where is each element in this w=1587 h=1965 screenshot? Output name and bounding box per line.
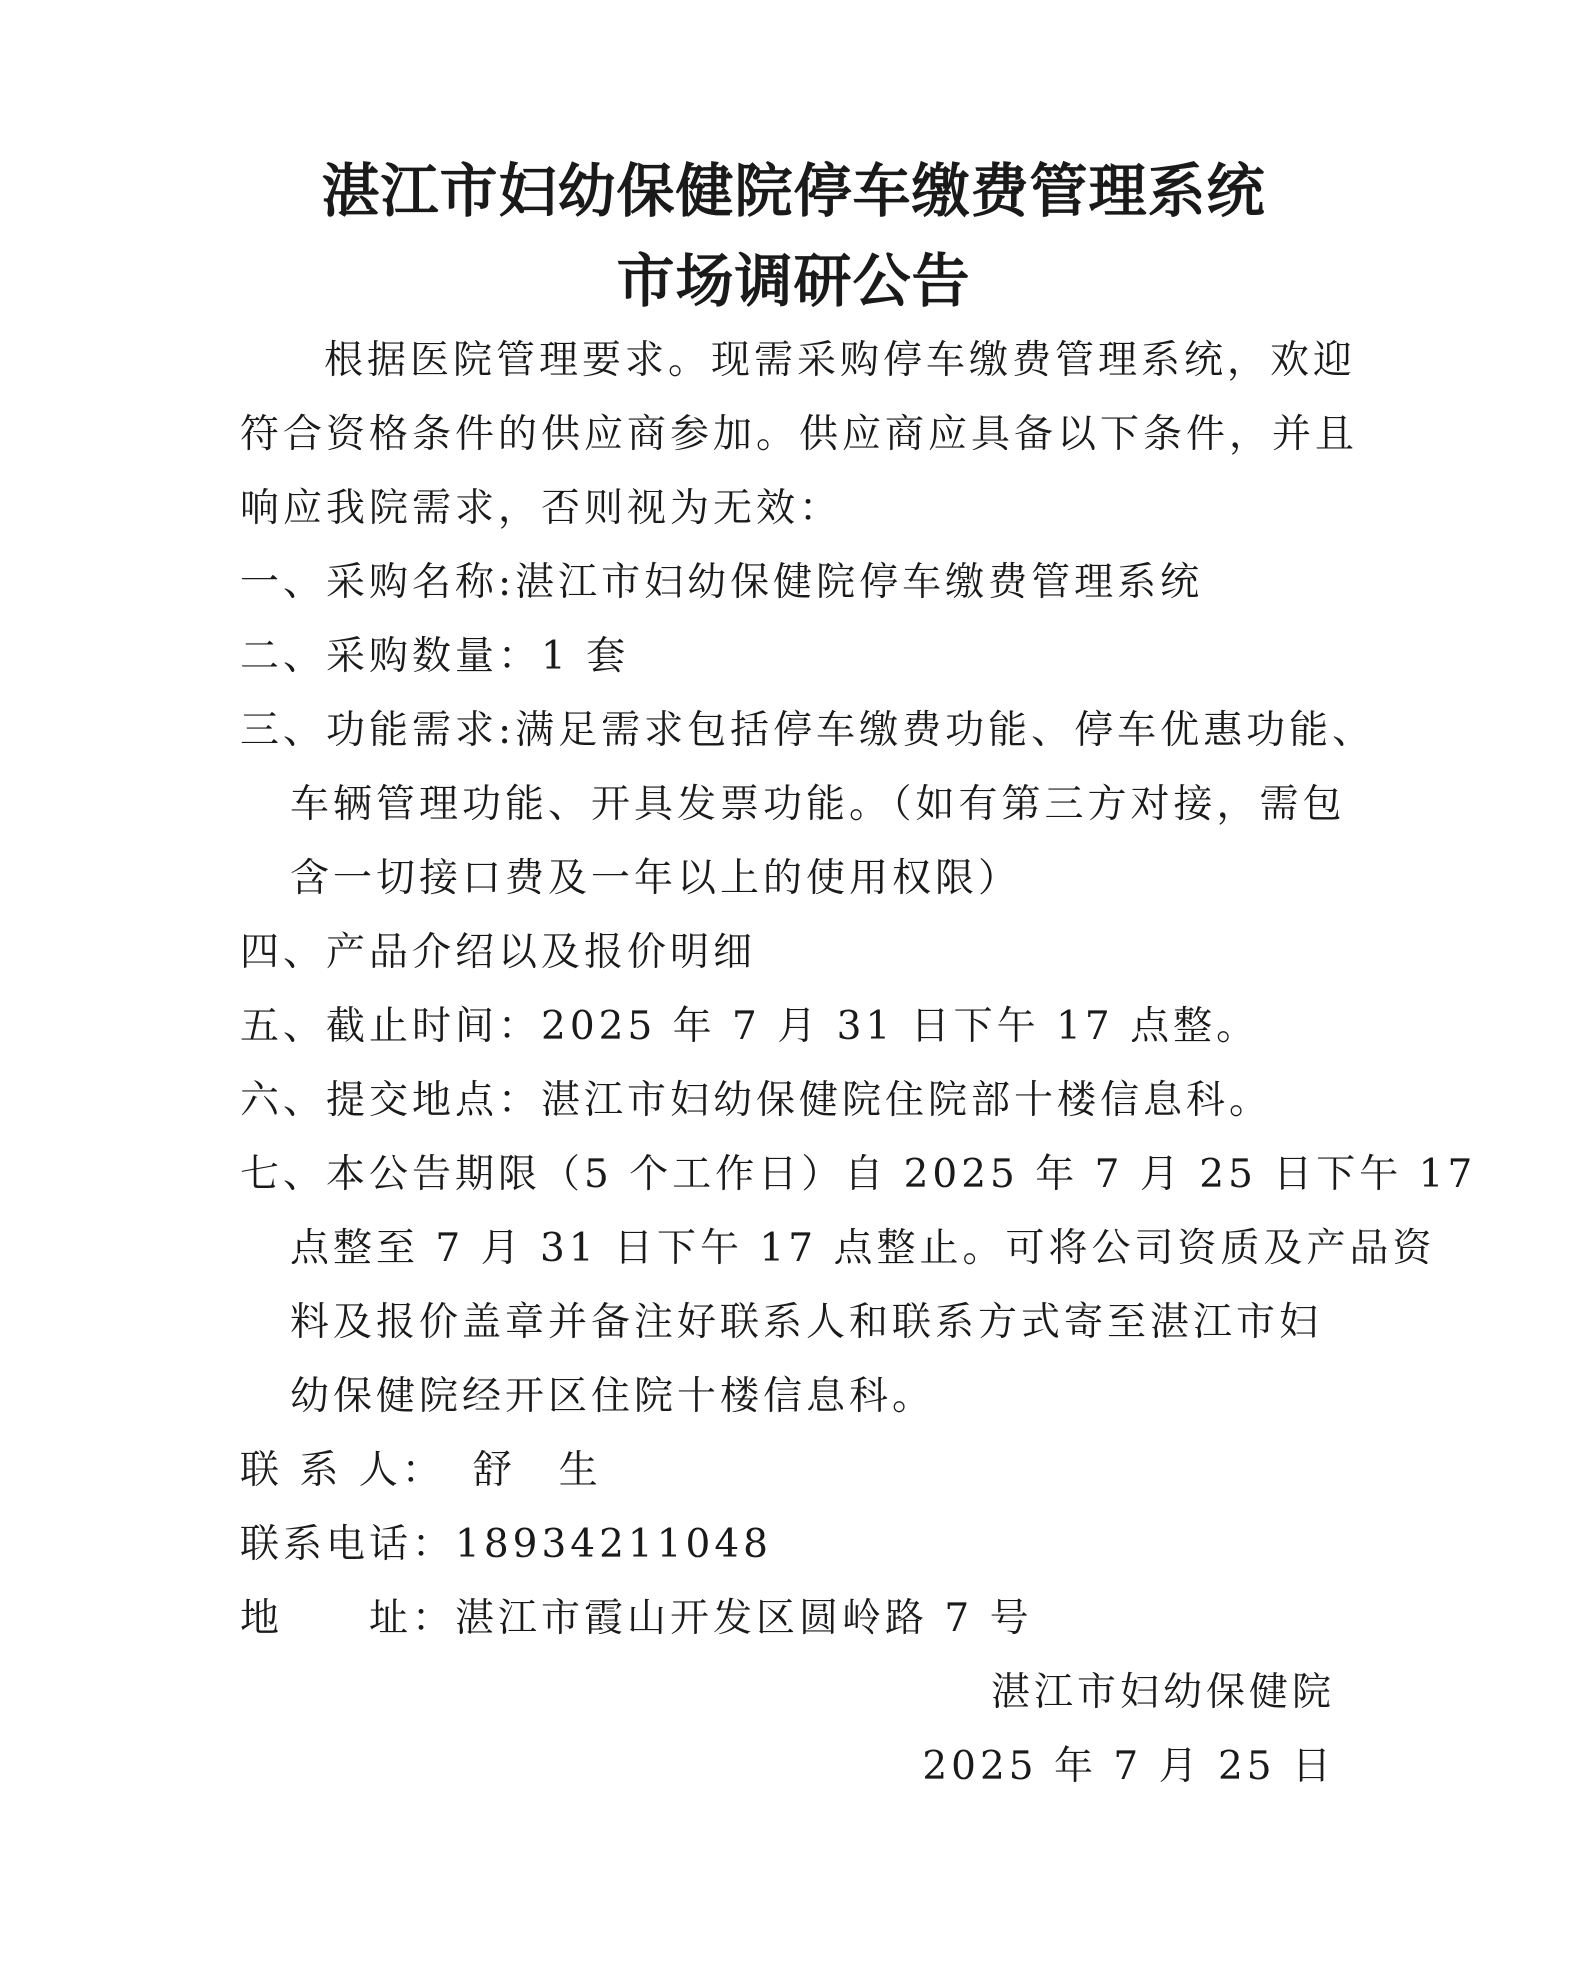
intro-line: 符合资格条件的供应商参加。供应商应具备以下条件，并且	[240, 412, 1359, 457]
document-title-line2: 市场调研公告	[616, 247, 971, 315]
item-line: 四、产品介绍以及报价明细	[240, 930, 757, 975]
item-submission-location	[240, 1064, 1340, 1138]
signature-organization: 湛江市妇幼保健院	[990, 1670, 1335, 1715]
contact-person-label: 联 系 人：	[240, 1448, 445, 1493]
contact-address-value: 湛江市霞山开发区圆岭路 7 号	[455, 1596, 1033, 1641]
item-procurement-name	[240, 546, 1340, 620]
item-function-requirements	[240, 694, 1376, 916]
item-line: 五、截止时间：2025 年 7 月 31 日下午 17 点整。	[240, 1004, 1260, 1049]
contact-phone	[240, 1508, 772, 1582]
item-deadline	[240, 990, 1340, 1064]
item-product-intro	[240, 916, 1340, 990]
item-procurement-quantity	[240, 620, 1340, 694]
item-line: 含一切接口费及一年以上的使用权限）	[290, 856, 1022, 901]
contact-address-label: 地 址：	[240, 1596, 456, 1641]
item-line: 三、功能需求:满足需求包括停车缴费功能、停车优惠功能、	[240, 708, 1376, 753]
item-notice-period	[240, 1138, 1477, 1434]
signature-date: 2025 年 7 月 25 日	[922, 1744, 1335, 1789]
contact-address	[240, 1582, 1033, 1656]
contact-phone-value: 18934211048	[455, 1522, 772, 1567]
item-line: 六、提交地点：湛江市妇幼保健院住院部十楼信息科。	[240, 1078, 1273, 1123]
item-line: 七、本公告期限（5 个工作日）自 2025 年 7 月 25 日下午 17	[240, 1152, 1477, 1197]
contact-person-value: 舒 生	[472, 1448, 602, 1493]
item-line: 点整至 7 月 31 日下午 17 点整止。可将公司资质及产品资	[290, 1226, 1436, 1271]
document-title-line1: 湛江市妇幼保健院停车缴费管理系统	[321, 157, 1266, 225]
item-line: 二、采购数量：1 套	[240, 634, 630, 679]
item-line: 车辆管理功能、开具发票功能。（如有第三方对接，需包	[290, 782, 1346, 827]
item-line: 一、采购名称:湛江市妇幼保健院停车缴费管理系统	[240, 560, 1204, 605]
intro-line: 响应我院需求，否则视为无效：	[240, 486, 843, 531]
intro-line: 根据医院管理要求。现需采购停车缴费管理系统，欢迎	[324, 338, 1357, 383]
item-line: 料及报价盖章并备注好联系人和联系方式寄至湛江市妇	[290, 1300, 1323, 1345]
intro-paragraph	[240, 324, 1359, 546]
contact-person	[240, 1434, 602, 1508]
item-line: 幼保健院经开区住院十楼信息科。	[290, 1374, 936, 1419]
contact-phone-label: 联系电话：	[240, 1522, 456, 1567]
